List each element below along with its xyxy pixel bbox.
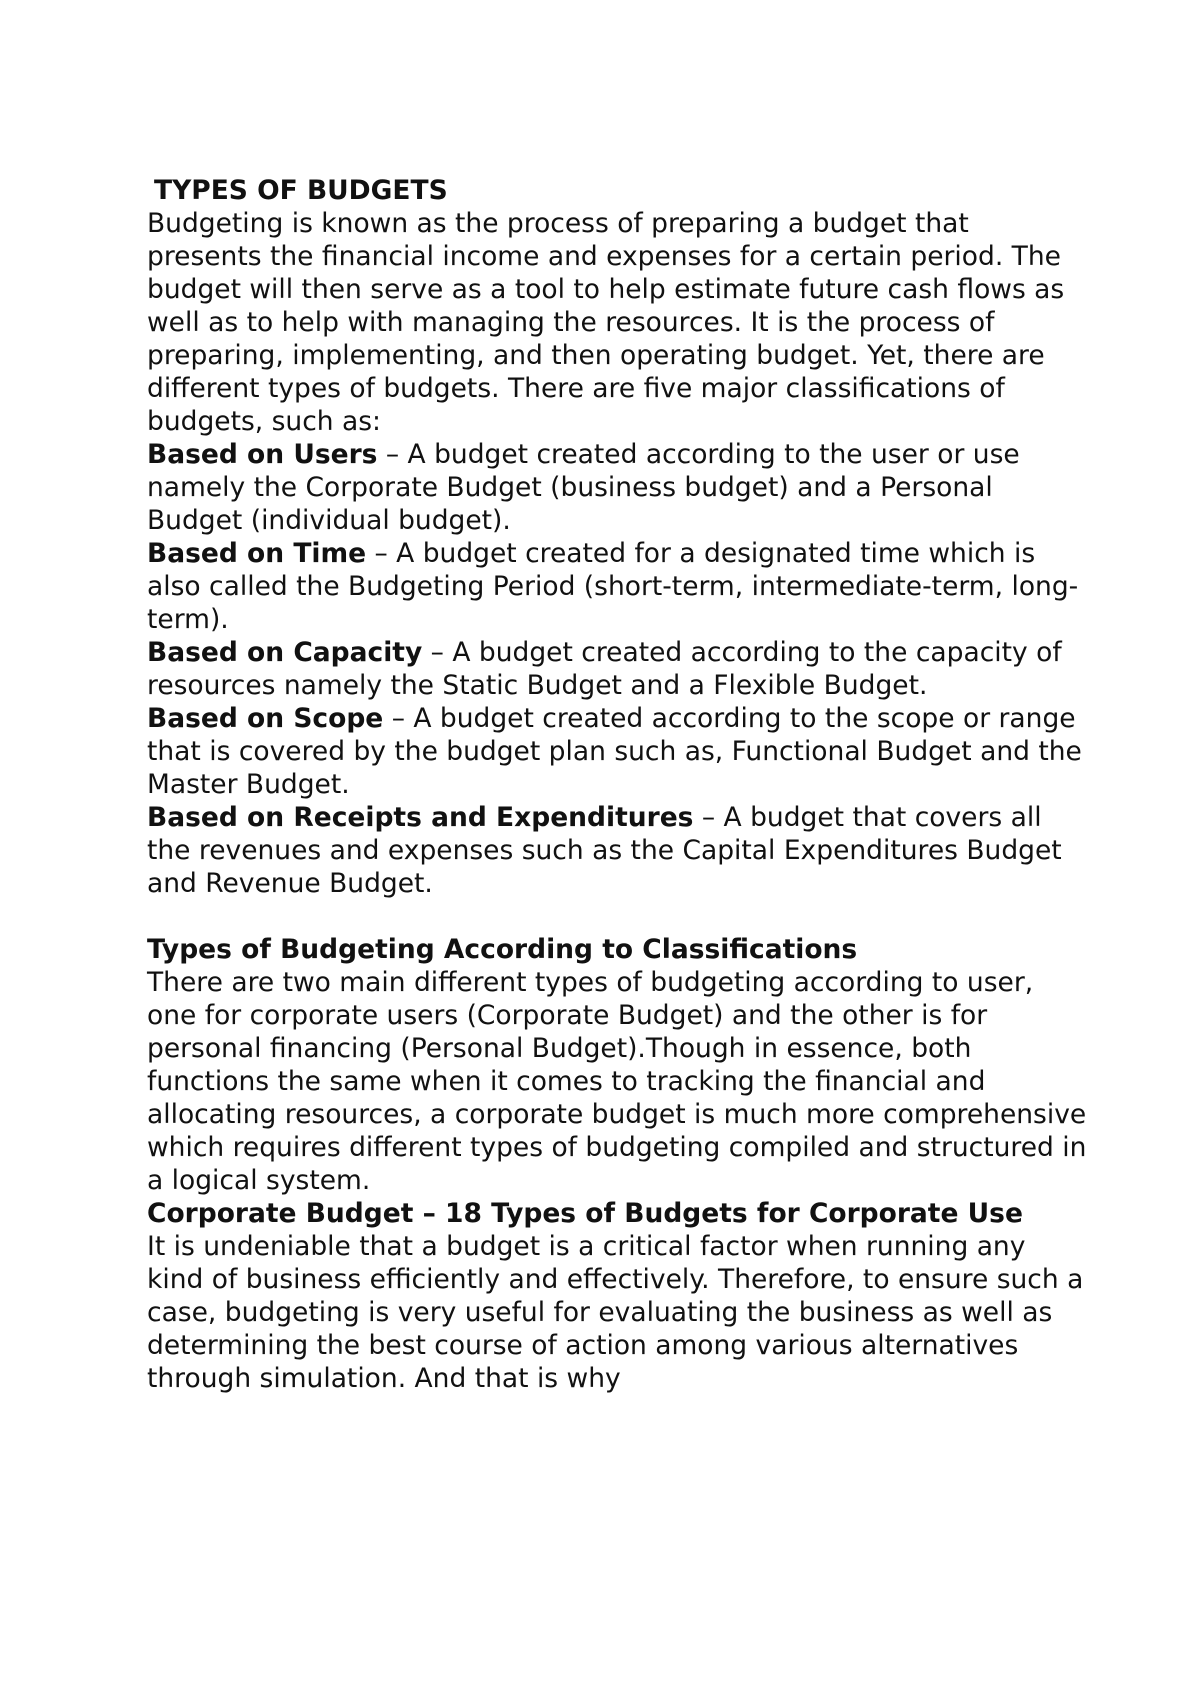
section-body-classifications: There are two main different types of budgeting according to user, one for corporate users (Corporate Budget) and the other is for personal financing (Personal Budget).Though in essence, both functions the same when it comes to tracking the financial and allocating resources, a corporate budget is much more comprehensive which requires different types of budgeting compiled and structured in a logical system.	[147, 967, 1087, 1196]
classification-text: – A budget created according to the capacity of resources namely the Static Budget and a Flexible Budget.	[147, 637, 1062, 701]
classification-term: Based on Time	[147, 538, 367, 569]
section-heading-corporate-budget: Corporate Budget – 18 Types of Budgets for Corporate Use	[147, 1198, 1023, 1229]
intro-paragraph: Budgeting is known as the process of preparing a budget that presents the financial income and expenses for a certain period. The budget will then serve as a tool to help estimate future cash flows as well as to help with managing the resources. It is the process of preparing, implementing, and then operating budget. Yet, there are different types of budgets. There are five major classifications of budgets, such as:	[147, 208, 1065, 437]
document-title: TYPES OF BUDGETS	[154, 175, 448, 206]
classification-term: Based on Scope	[147, 703, 384, 734]
classification-time	[147, 537, 1087, 636]
classification-term: Based on Capacity	[147, 637, 423, 668]
classification-text: – A budget created for a designated time which is also called the Budgeting Period (short-term, intermediate-term, long-term).	[147, 538, 1079, 635]
classification-receipts-expenditures	[147, 801, 1087, 900]
section-heading-classifications: Types of Budgeting According to Classifications	[147, 934, 858, 965]
classification-users	[147, 438, 1087, 537]
classification-capacity	[147, 636, 1087, 702]
document-body	[147, 174, 1087, 1395]
classification-text: – A budget created according to the scope or range that is covered by the budget plan such as, Functional Budget and the Master Budget.	[147, 703, 1082, 800]
section-body-corporate-budget: It is undeniable that a budget is a critical factor when running any kind of business efficiently and effectively. Therefore, to ensure such a case, budgeting is very useful for evaluating the business as well as determining the best course of action among various alternatives through simulation. And that is why	[147, 1231, 1084, 1394]
classification-text: – A budget that covers all the revenues and expenses such as the Capital Expenditures Budget and Revenue Budget.	[147, 802, 1062, 899]
classification-term: Based on Users	[147, 439, 378, 470]
classification-term: Based on Receipts and Expenditures	[147, 802, 694, 833]
paragraph-spacer	[147, 900, 1087, 933]
classification-scope	[147, 702, 1087, 801]
classification-text: – A budget created according to the user or use namely the Corporate Budget (business budget) and a Personal Budget (individual budget).	[147, 439, 1020, 536]
